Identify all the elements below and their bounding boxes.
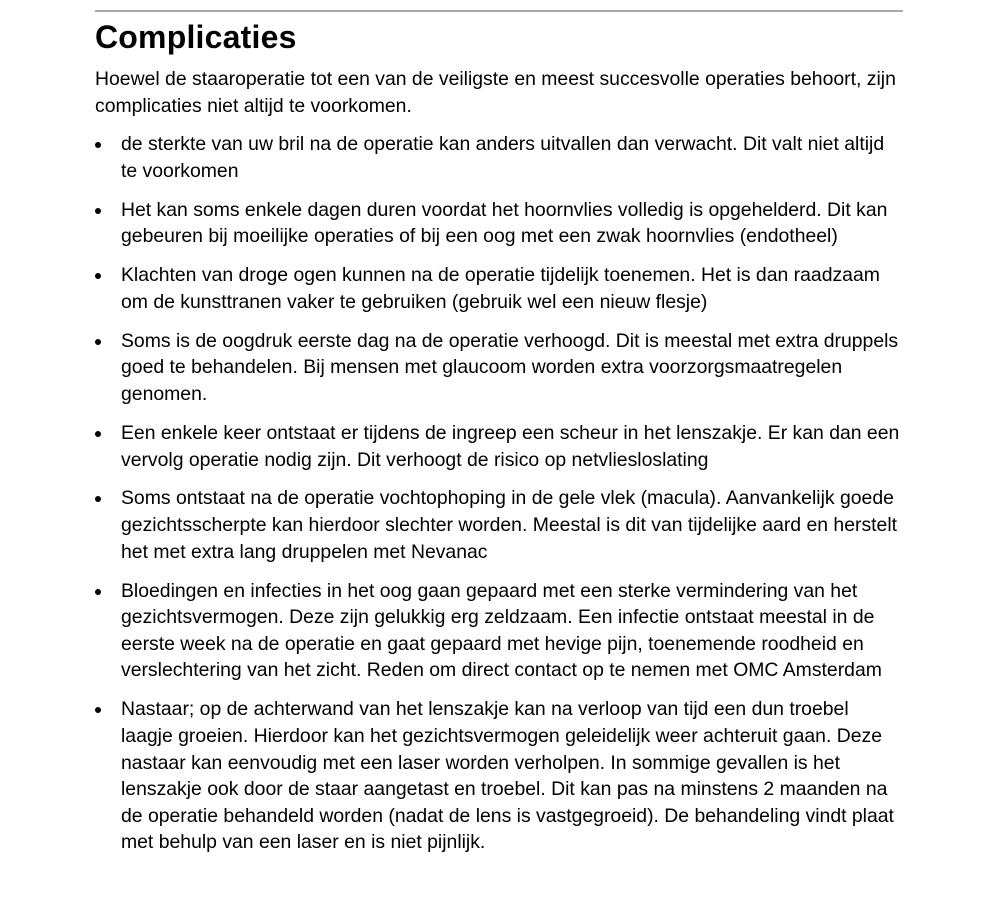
- list-item: [95, 262, 903, 315]
- list-item: [95, 420, 903, 473]
- bullet-icon: [95, 273, 101, 279]
- bullet-icon: [95, 496, 101, 502]
- list-item: [95, 197, 903, 250]
- bullet-icon: [95, 707, 101, 713]
- list-item: [95, 485, 903, 565]
- complications-list: [95, 131, 903, 868]
- list-item-text: Nastaar; op de achterwand van het lenszakje kan na verloop van tijd een dun troebel laagje groeien. Hierdoor kan het gezichtsvermogen geleidelijk weer achteruit gaan. Deze nastaar kan eenvoudig met een laser worden verholpen. In sommige gevallen is het lenszakje ook door de staar aangetast en troebel. Dit kan pas na minstens 2 maanden na de operatie behandeld worden (nadat de lens is vastgegroeid). De behandeling vindt plaat met behulp van een laser en is niet pijnlijk.: [121, 698, 894, 854]
- bullet-icon: [95, 142, 101, 148]
- bullet-icon: [95, 339, 101, 345]
- list-item: [95, 696, 903, 856]
- list-item: [95, 578, 903, 684]
- list-item: [95, 328, 903, 408]
- list-item-text: Een enkele keer ontstaat er tijdens de ingreep een scheur in het lenszakje. Er kan dan een vervolg operatie nodig zijn. Dit verhoogt de risico op netvliesloslating: [121, 421, 900, 471]
- list-item: [95, 131, 903, 184]
- bullet-icon: [95, 431, 101, 437]
- section-title: Complicaties: [95, 19, 297, 55]
- list-item-text: Het kan soms enkele dagen duren voordat het hoornvlies volledig is opgehelderd. Dit kan gebeuren bij moeilijke operaties of bij een oog met een zwak hoornvlies (endotheel): [121, 198, 888, 248]
- list-item-text: Klachten van droge ogen kunnen na de operatie tijdelijk toenemen. Het is dan raadzaam om de kunsttranen vaker te gebruiken (gebruik wel een nieuw flesje): [121, 264, 880, 313]
- list-item-text: Soms is de oogdruk eerste dag na de operatie verhoogd. Dit is meestal met extra druppels goed te behandelen. Bij mensen met glaucoom worden extra voorzorgsmaatregelen genomen.: [121, 329, 899, 405]
- list-item-text: Soms ontstaat na de operatie vochtophoping in de gele vlek (macula). Aanvankelijk goede gezichtsscherpte kan hierdoor slechter worden. Meestal is dit van tijdelijke aard en herstelt het met extra lang druppelen met Nevanac: [121, 487, 898, 563]
- list-item-text: de sterkte van uw bril na de operatie kan anders uitvallen dan verwacht. Dit valt niet altijd te voorkomen: [121, 133, 885, 182]
- bullet-icon: [95, 208, 101, 214]
- list-item-text: Bloedingen en infecties in het oog gaan gepaard met een sterke vermindering van het gezichtsvermogen. Deze zijn gelukkig erg zeldzaam. Een infectie ontstaat meestal in de eerste week na de operatie en gaat gepaard met hevige pijn, toenemende roodheid en verslechtering van het zicht. Reden om direct contact op te nemen met OMC Amsterdam: [121, 579, 882, 682]
- bullet-icon: [95, 589, 101, 595]
- horizontal-rule: [95, 10, 903, 12]
- intro-paragraph: Hoewel de staaroperatie tot een van de veiligste en meest succesvolle operaties behoort, zijn complicaties niet altijd te voorkomen.: [95, 68, 896, 117]
